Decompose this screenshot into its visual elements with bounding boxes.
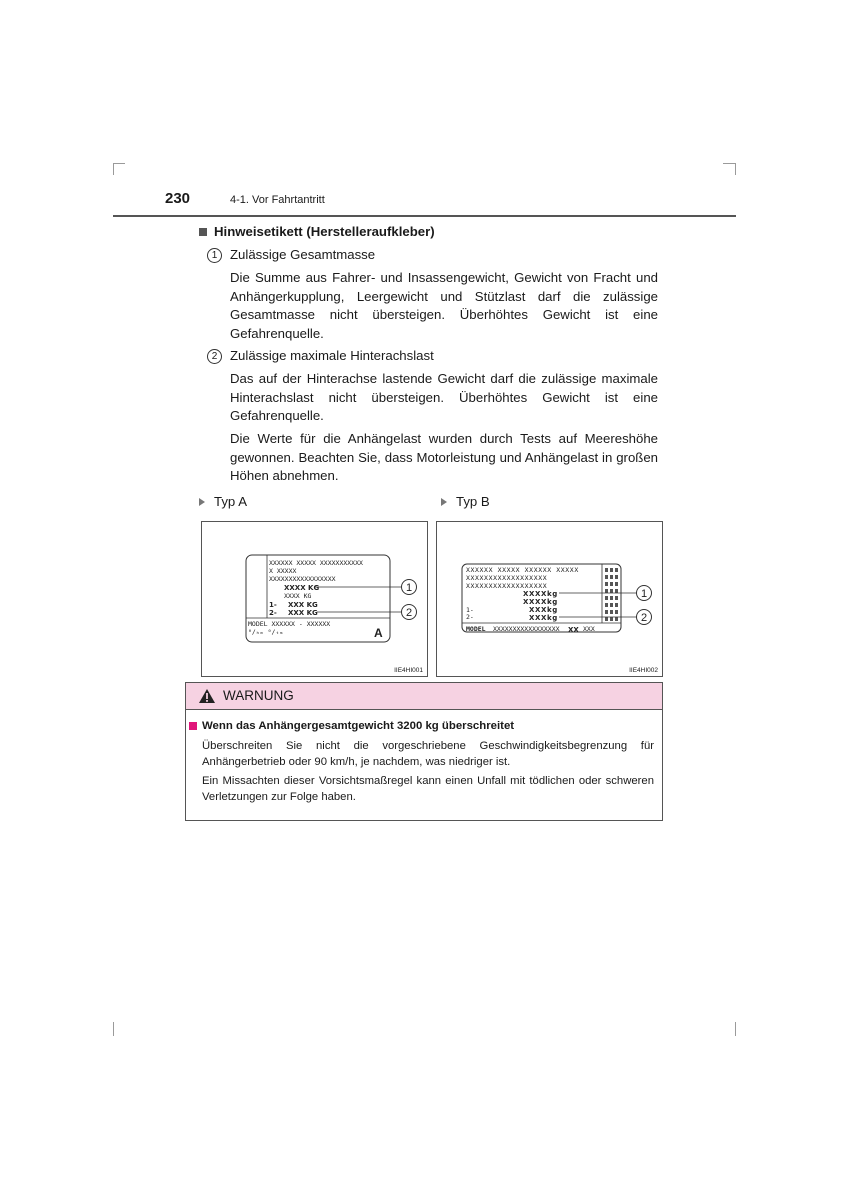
model-label: MODEL [466,625,486,633]
warning-paragraph-2: Ein Missachten dieser Vorsichtsmaßregel kann einen Unfall mit tödlichen oder schweren Verletzungen zur Folge haben. [202,775,654,803]
weight-text: XXXX KG [284,584,320,592]
model-suffix-2: XXX [583,625,595,633]
figure-code: IIE4HI002 [629,667,658,674]
crop-mark-bottom-left [113,1022,114,1036]
square-bullet-icon [199,228,207,236]
page-number: 230 [165,190,191,207]
weight-text: XXXkg [529,606,558,614]
pictogram-text: ⁰/ₕₘ ⁰/ₜₘ [248,628,284,636]
item-2-title [207,347,667,366]
item-2-title-text: Zulässige maximale Hinterachslast [230,348,434,363]
axle-label: 2- [269,609,277,617]
axle-label: 2- [466,613,474,621]
section-heading [199,223,659,242]
item-1-title [207,246,667,265]
crop-mark-top-left-h [113,163,125,164]
warning-title: WARNUNG [223,688,294,703]
magenta-square-bullet-icon [189,722,197,730]
crop-mark-bottom-right [735,1022,736,1036]
plate-text: XXXXXX XXXXX XXXXXXXXXXX [269,559,363,567]
plate-text: XXXXXXXXXXXXXXXXXX [466,582,548,590]
figure-type-a [201,521,428,677]
triangle-bullet-icon [199,498,205,506]
circled-number-icon: 2 [207,349,222,364]
warning-subtitle [189,720,514,732]
crop-mark-top-left-v [113,163,114,175]
header-rule [113,215,736,217]
model-value: XXXXXXXXXXXXXXXXX [493,625,560,633]
item-2-paragraph-1: Das auf der Hinterachse lastende Gewicht darf die zulässige maximale Hinterachslast nicht übersteigen. Überhöhtes Gewicht ist eine Gefahrenquelle. [230,371,658,424]
model-suffix: XX [568,626,579,634]
axle-label: 1- [269,601,277,609]
type-a-label [199,494,247,509]
plate-text: XXXXXXXXXXXXXXXXXX [466,574,548,582]
item-1-paragraph: Die Summe aus Fahrer- und Insassengewicht, Gewicht von Fracht und Anhängerkupplung, Leergewicht und Stützlast darf die zulässige Gesamtmasse nicht übersteigen. Überhöhtes Gewicht ist eine Gefahrenquelle. [230,270,658,342]
warning-subtitle-text: Wenn das Anhängergesamtgewicht 3200 kg überschreitet [202,720,515,732]
model-text: MODEL XXXXXX - XXXXXX [248,620,331,628]
weight-text: XXXkg [529,614,558,622]
circled-number-icon: 1 [207,248,222,263]
corner-letter: A [374,626,383,640]
warning-paragraph-1: Überschreiten Sie nicht die vorgeschriebene Geschwindigkeitsbegrenzung für Anhängerbetrieb oder 90 km/h, je nachdem, was niedriger ist. [202,740,654,768]
callout-number: 2 [405,607,413,619]
axle-label: 1- [466,606,474,614]
type-b-label [441,494,490,509]
crop-mark-top-right-v [735,163,736,175]
warning-header [186,683,662,710]
weight-text: XXX KG [288,609,318,617]
label-plate-a-illustration [202,522,427,676]
weight-text: XXX KG [288,601,318,609]
item-1-title-text: Zulässige Gesamtmasse [230,247,376,262]
side-codes [605,568,618,621]
weight-text: XXXX KG [284,592,312,600]
figure-type-b [436,521,663,677]
callout-number: 1 [405,582,413,594]
figure-code: IIE4HI001 [394,667,423,674]
plate-text: XXXXXX XXXXX XXXXXX XXXXX [466,566,579,574]
triangle-bullet-icon [441,498,447,506]
section-title: 4-1. Vor Fahrtantritt [230,194,325,206]
callout-number: 2 [640,612,648,624]
type-b-label-text: Typ B [456,494,490,509]
crop-mark-top-right-h [723,163,735,164]
plate-text: X XXXXX [269,567,297,575]
weight-text: XXXXkg [523,590,558,598]
item-2-paragraph-2: Die Werte für die Anhängelast wurden durch Tests auf Meereshöhe gewonnen. Beachten Sie, dass Motorleistung und Anhängelast in großen Höhen abnehmen. [230,431,658,484]
type-a-label-text: Typ A [214,494,247,509]
warning-triangle-icon [198,688,216,704]
plate-text: XXXXXXXXXXXXXXXXX [269,575,336,583]
callout-number: 1 [640,588,648,600]
section-heading-text: Hinweisetikett (Herstelleraufkleber) [214,224,435,239]
warning-box [185,682,663,821]
label-plate-b-illustration [437,522,662,676]
weight-text: XXXXkg [523,598,558,606]
